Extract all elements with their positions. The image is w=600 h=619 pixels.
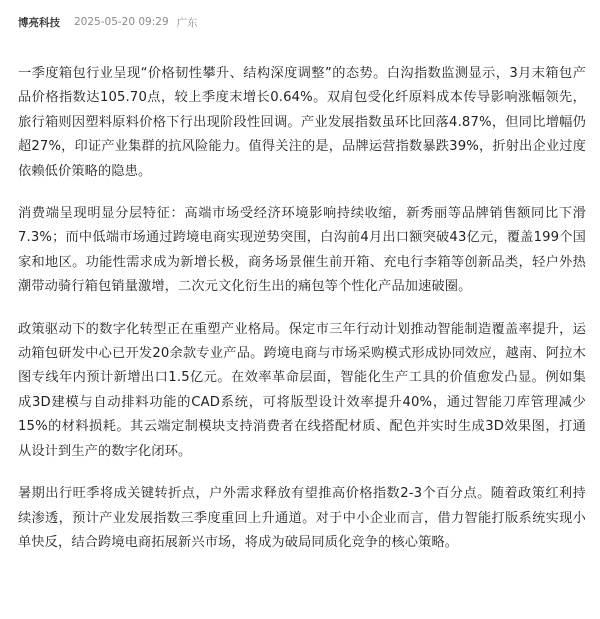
article-paragraph: 暑期出行旺季将成关键转折点，户外需求释放有望推高价格指数2-3个百分点。随着政策红利持续渗透，预计产业发展指数三季度重回上升通道。对于中小企业而言，借力智能打版系统实现小单快反，结合跨境电商拓展新兴市场，将成为破局同质化竞争的核心策略。 xyxy=(18,486,586,550)
author-name[interactable]: 博亮科技 xyxy=(18,16,60,29)
article-body xyxy=(18,62,586,573)
article-meta xyxy=(18,14,198,30)
article-paragraph: 一季度箱包行业呈现“价格韧性攀升、结构深度调整”的态势。白沟指数监测显示，3月末箱包产品价格指数达105.70点，较上季度末增长0.64%。双肩包受化纤原料成本传导影响涨幅领先，旅行箱则因塑料原料价格下行出现阶段性回调。产业发展指数虽环比回落4.87%，但同比增幅仍超27%，印证产业集群的抗风险能力。值得关注的是，品牌运营指数暴跌39%，折射出企业过度依赖低价策略的隐患。 xyxy=(18,66,586,179)
publish-datetime: 2025-05-20 09:29 xyxy=(74,16,169,28)
article-paragraph: 政策驱动下的数字化转型正在重塑产业格局。保定市三年行动计划推动智能制造覆盖率提升，运动箱包研发中心已开发20余款专业产品。跨境电商与市场采购模式形成协同效应，越南、阿拉木图专线年内预计新增出口1.5亿元。在效率革命层面，智能化生产工具的价值愈发凸显。例如集成3D建模与自动排料功能的CAD系统，可将版型设计效率提升40%，通过智能刀库管理减少15%的材料损耗。其云端定制模块支持消费者在线搭配材质、配色并实时生成3D效果图，打通从设计到生产的数字化闭环。 xyxy=(18,321,586,459)
article-paragraph: 消费端呈现明显分层特征：高端市场受经济环境影响持续收缩，新秀丽等品牌销售额同比下滑7.3%；而中低端市场通过跨境电商实现逆势突围，白沟前4月出口额突破43亿元，覆盖199个国家和地区。功能性需求成为新增长极，商务场景催生前开箱、充电行李箱等创新品类，轻户外热潮带动骑行箱包销量激增，二次元文化衍生出的痛包等个性化产品加速破圈。 xyxy=(18,206,586,295)
publish-location: 广东 xyxy=(176,16,198,29)
